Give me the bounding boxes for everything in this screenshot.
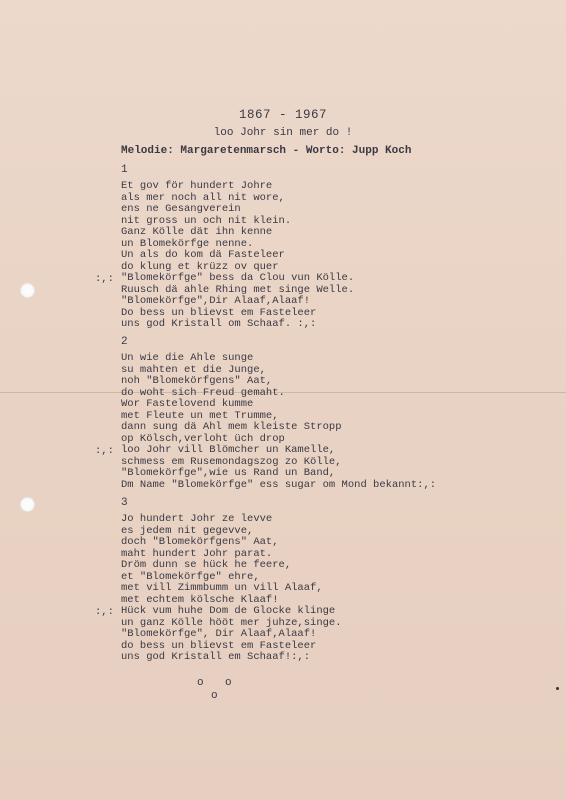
verse-line: Un wie die Ahle sunge xyxy=(121,352,254,364)
verse-line: Do bess un blievst em Fasteleer xyxy=(121,306,317,319)
verse-line: doch "Blomekörfgens" Aat, xyxy=(121,536,279,548)
melody-author-credits: Melodie: Margaretenmarsch - Worto: Jupp Koch xyxy=(121,145,412,157)
verse-line: met Fleute un met Trumme, xyxy=(121,409,279,422)
verse-line: Ganz Kölle dät ihn kenne xyxy=(121,226,273,238)
verse-line: su mahten et die Junge, xyxy=(121,363,266,376)
verse-line: uns god Kristall em Schaaf!:,: xyxy=(121,651,311,663)
verse-number: 3 xyxy=(121,497,128,509)
verse-line: do bess un blievst em Fasteleer xyxy=(121,639,317,652)
verse-line: es jedem nit gegevve, xyxy=(121,524,254,537)
closing-ornament-circle: o xyxy=(225,677,232,689)
punch-hole-bottom xyxy=(20,497,35,512)
ink-speck xyxy=(556,687,559,690)
refrain-repeat-marker: :,: xyxy=(95,445,114,457)
punch-hole-top xyxy=(20,283,35,298)
verse-line: "Blomekörfge", Dir Alaaf,Alaaf! xyxy=(121,628,317,640)
verse-line: met echtem kölsche Klaaf! xyxy=(121,593,279,606)
verse-line: nit gross un och nit klein. xyxy=(121,214,292,227)
verse-line: Hück vum huhe Dom de Glocke klinge xyxy=(121,605,336,617)
verse-line: met vill Zimmbumm un vill Alaaf, xyxy=(121,582,323,594)
verse-line: dann sung dä Ahl mem kleiste Stropp xyxy=(121,421,342,433)
verse-line: Ruusch dä ahle Rhing met singe Welle. xyxy=(121,283,355,296)
verse-line: do woht sich Freud gemaht. xyxy=(121,386,285,399)
verse-line: noh "Blomekörfgens" Aat, xyxy=(121,375,273,387)
verse-line: ens ne Gesangverein xyxy=(121,203,241,215)
verse-line: Wor Fastelovend kumme xyxy=(121,398,254,410)
verse-line: et "Blomekörfge" ehre, xyxy=(121,570,260,583)
verse-line: un Blomekörfge nenne. xyxy=(121,237,254,250)
verse-line: Dröm dunn se hück he feere, xyxy=(121,559,292,571)
verse-number: 1 xyxy=(121,164,128,176)
verse-line: un ganz Kölle hööt mer juhze,singe. xyxy=(121,616,342,629)
verse-line: op Kölsch,verloht üch drop xyxy=(121,432,285,445)
verse-line: Un als do kom dä Fasteleer xyxy=(121,249,285,261)
refrain-repeat-marker: :,: xyxy=(95,606,114,618)
verse-line: loo Johr vill Blömcher un Kamelle, xyxy=(121,444,336,456)
song-title: loo Johr sin mer do ! xyxy=(213,127,353,139)
verse-line: Jo hundert Johr ze levve xyxy=(121,513,273,525)
verse-line: maht hundert Johr parat. xyxy=(121,547,273,560)
verse-number: 2 xyxy=(121,336,128,348)
verse-line: schmess em Rusemondagszog zo Kölle, xyxy=(121,455,342,468)
closing-ornament-circle: o xyxy=(197,677,204,689)
closing-ornament-circle: o xyxy=(211,690,218,702)
verse-line: "Blomekörfge" bess da Clou vun Kölle. xyxy=(121,272,355,284)
verse-line: als mer noch all nit wore, xyxy=(121,191,285,204)
verse-line: Et gov för hundert Johre xyxy=(121,180,273,192)
refrain-repeat-marker: :,: xyxy=(95,273,114,285)
verse-line: uns god Kristall om Schaaf. :,: xyxy=(121,318,317,330)
verse-line: "Blomekörfge",wie us Rand un Band, xyxy=(121,467,336,479)
verse-line: "Blomekörfge",Dir Alaaf,Alaaf! xyxy=(121,295,311,307)
verse-line: do klung et krüzz ov quer xyxy=(121,260,279,273)
anniversary-years: 1867 - 1967 xyxy=(238,108,327,122)
verse-line: Dm Name "Blomekörfge" ess sugar om Mond bekannt:,: xyxy=(121,478,437,491)
